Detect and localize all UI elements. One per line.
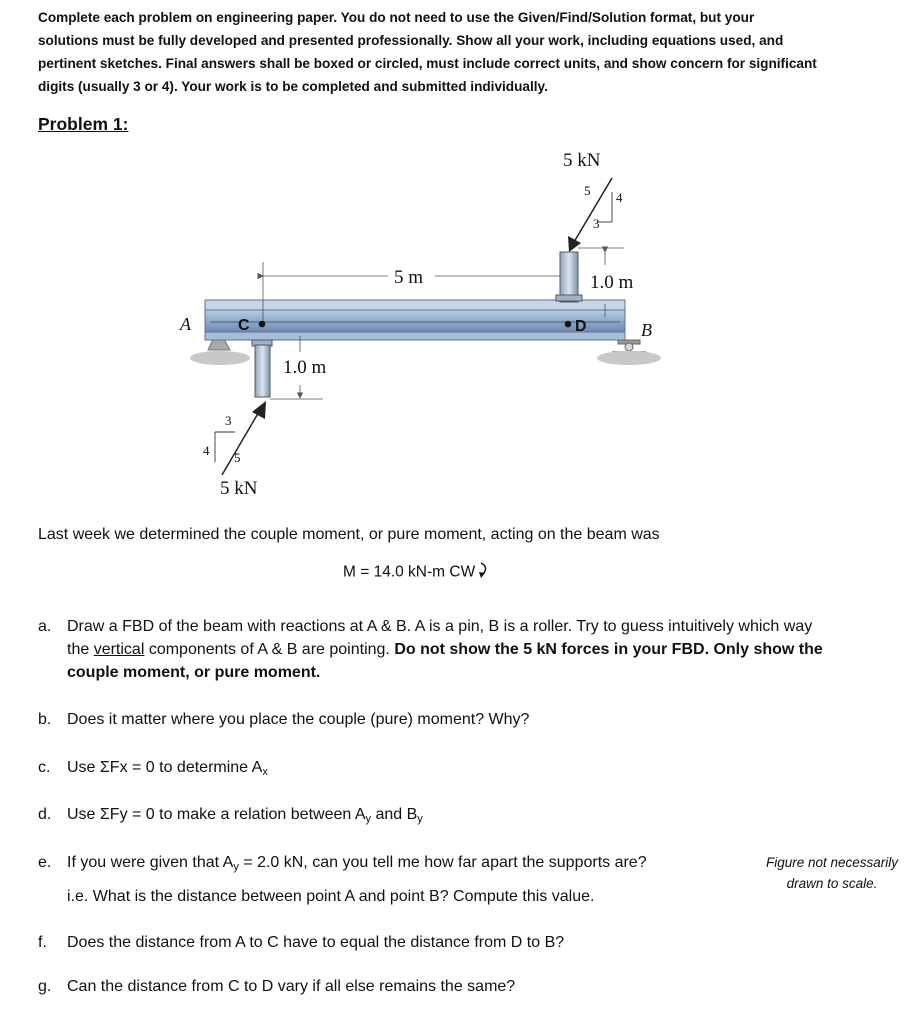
question-e-label: e. [38,854,52,871]
last-week-statement: Last week we determined the couple moment, or pure moment, acting on the beam was [38,526,660,543]
point-c [259,321,266,328]
moment-value [343,561,492,584]
tri-top-hyp: 5 [584,183,591,198]
question-g-label: g. [38,978,52,995]
clockwise-arrow-icon [478,561,492,584]
scale-note-line2: drawn to scale. [786,876,878,891]
scale-note-line1: Figure not necessarily [765,855,899,870]
question-c-sub: x [262,766,268,778]
question-f-text: Does the distance from A to C have to equal the distance from D to B? [67,934,565,951]
tri-top-base: 3 [593,216,600,231]
question-e-part1: If you were given that A [67,854,234,871]
dimension-bottom-offset [270,336,327,399]
question-c-label: c. [38,759,51,776]
point-d [565,321,572,328]
question-a-part3: components of A & B are pointing. [144,641,395,658]
tri-bottom-hyp: 5 [234,450,241,465]
post-d [556,252,582,302]
problem-title-colon: : [122,114,129,134]
question-a-bold: Do not show the 5 kN forces in your FBD. Only show the couple moment, or pure moment. [67,641,823,681]
question-d-text [67,803,827,831]
roller-support-b [597,340,661,365]
question-d-part1: Use ΣFy = 0 to make a relation between A [67,806,366,823]
problem-title-text: Problem 1 [38,114,123,134]
ground-a [190,351,250,365]
slope-triangle-top [584,183,623,231]
moment-text: M = 14.0 kN-m CW [343,563,476,581]
question-f-label: f. [38,934,47,951]
dimension-5m-label: 5 m [394,267,424,288]
beam-figure [150,140,670,505]
question-e-text [67,851,827,879]
label-a: A [180,314,191,334]
question-d-sub1: y [365,813,371,825]
post-c [252,340,272,397]
question-a-part1: Draw a FBD of the beam with reactions at A & B. A is a pin, B is a roller. Try to guess intuitively which way the [67,618,813,658]
offset-top-label: 1.0 m [590,272,634,293]
beam [205,300,625,340]
question-b-text: Does it matter where you place the couple (pure) moment? Why? [67,711,530,728]
question-e-line2-text: i.e. What is the distance between point A and point B? Compute this value. [67,888,595,905]
problem-title [38,114,128,135]
question-g-text: Can the distance from C to D vary if all else remains the same? [67,978,516,995]
tri-bottom-base: 3 [225,413,232,428]
force-bottom-label: 5 kN [220,478,258,499]
force-top-label: 5 kN [563,150,601,171]
question-c-text [67,756,827,784]
question-e-sub: y [233,861,239,873]
question-c-part1: Use ΣFx = 0 to determine A [67,759,263,776]
slope-triangle-bottom [203,413,241,465]
question-e-part2: = 2.0 kN, can you tell me how far apart the supports are? [238,854,647,871]
scale-note [752,852,912,894]
tri-top-side: 4 [616,190,623,205]
question-a-label: a. [38,618,52,635]
question-d-sub2: y [417,813,423,825]
label-c: C [238,317,250,334]
question-d-label: d. [38,806,52,823]
question-a-vertical: vertical [93,641,145,658]
instructions-paragraph: Complete each problem on engineering paper. You do not need to use the Given/Find/Solution format, but your solutions must be fully developed and presented professionally. Show all your work, including equations used, and pertinent sketches. Final answers shall be boxed or circled, must include correct units, and show concern for significant digits (usually 3 or 4). Your work is to be completed and submitted individually. [38,10,817,94]
label-b: B [641,320,652,340]
label-d: D [575,318,587,335]
question-d-part2: and B [371,806,418,823]
question-b-label: b. [38,711,52,728]
question-a-text [67,615,827,684]
offset-bottom-label: 1.0 m [283,357,327,378]
tri-bottom-side: 4 [203,443,210,458]
